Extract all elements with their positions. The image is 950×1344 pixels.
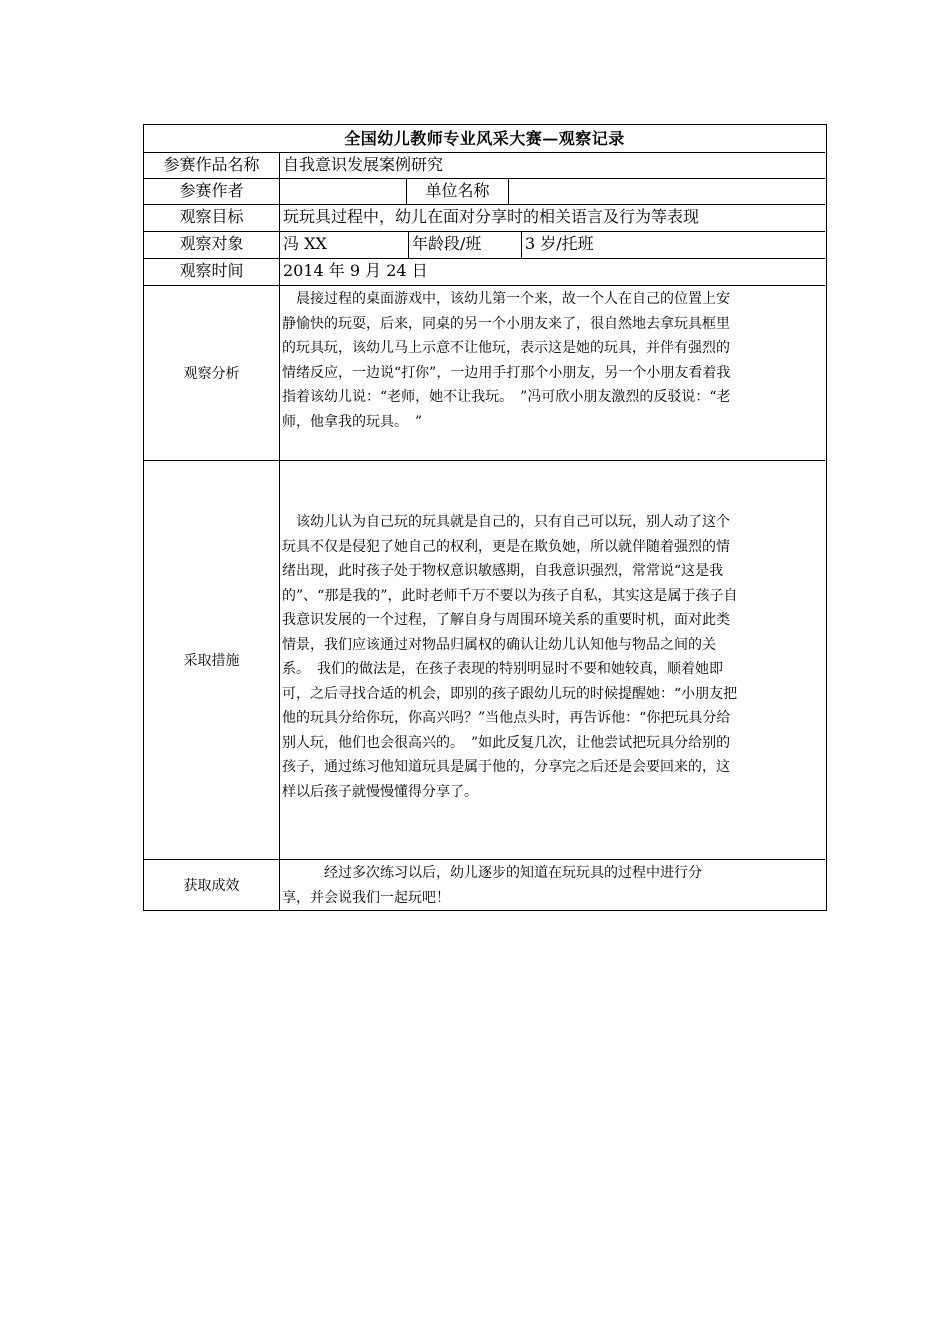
analysis-line: 情绪反应，一边说“打你”，一边用手打那个小朋友，另一个小朋友看着我	[282, 364, 731, 381]
author-label: 参赛作者	[179, 181, 244, 200]
measures-line: 别人玩，他们也会很高兴的。 ”如此反复几次，让他尝试把玩具分给别的	[282, 734, 731, 751]
measures-label: 采取措施	[183, 652, 240, 669]
time-label: 观察时间	[179, 261, 244, 280]
measures-line: 该幼儿认为自己玩的玩具就是自己的，只有自己可以玩，别人动了这个	[282, 514, 730, 530]
analysis-line: 静愉快的玩耍，后来，同桌的另一个小朋友来了，很自然地去拿玩具框里	[282, 315, 730, 332]
measures-line: 孩子，通过练习他知道玩具是属于他的，分享完之后还是会要回来的，这	[282, 759, 730, 775]
measures-line: 可，之后寻找合适的机会，即别的孩子跟幼儿玩的时候提醒她：“小朋友把	[282, 685, 738, 702]
analysis-label: 观察分析	[183, 365, 240, 382]
measures-line: 绪出现，此时孩子处于物权意识敏感期，自我意识强烈，常常说“这是我	[282, 563, 724, 579]
work-name-value: 自我意识发展案例研究	[283, 155, 444, 174]
results-text	[280, 861, 825, 910]
goal-label: 观察目标	[179, 207, 244, 226]
results-line: 经过多次练习以后，幼儿逐步的知道在玩玩具的过程中进行分	[282, 865, 702, 881]
unit-name-label: 单位名称	[425, 181, 490, 200]
measures-line: 我意识发展的一个过程，了解自身与周围环境关系的重要时机，面对此类	[282, 612, 730, 628]
analysis-line: 师，他拿我的玩具。 ”	[282, 413, 423, 430]
analysis-line: 指着该幼儿说：“老师，她不让我玩。 ”冯可欣小朋友激烈的反驳说：“老	[282, 389, 731, 405]
measures-line: 系。 我们的做法是，在孩子表现的特别明显时不要和她较真，顺着她即	[282, 661, 723, 677]
measures-text	[280, 510, 825, 810]
results-label: 获取成效	[183, 877, 240, 894]
measures-line: 他的玩具分给你玩，你高兴吗？”当他点头时，再告诉他：“你把玩具分给	[282, 710, 731, 726]
observation-record-table	[143, 124, 827, 911]
measures-line: 的”、“那是我的”，此时老师千万不要以为孩子自私，其实这是属于孩子自	[282, 587, 738, 604]
unit-name-value	[509, 178, 825, 204]
results-line: 享，并会说我们一起玩吧！	[282, 889, 450, 906]
goal-value: 玩玩具过程中，幼儿在面对分享时的相关语言及行为等表现	[283, 207, 700, 226]
author-value	[280, 178, 406, 204]
subject-label: 观察对象	[179, 234, 244, 253]
record-title: 全国幼儿教师专业风采大赛—观察记录	[344, 129, 625, 148]
analysis-line: 晨接过程的桌面游戏中，该幼儿第一个来，故一个人在自己的位置上安	[282, 291, 730, 307]
subject-value: 冯 XX	[283, 234, 327, 253]
time-value: 2014 年 9 月 24 日	[283, 261, 428, 280]
work-name-label: 参赛作品名称	[163, 155, 260, 174]
age-group-value: 3 岁/托班	[525, 234, 594, 253]
analysis-line: 的玩具玩，该幼儿马上示意不让他玩，表示这是她的玩具，并伴有强烈的	[282, 340, 730, 356]
measures-line: 样以后孩子就慢慢懂得分享了。	[282, 783, 478, 800]
age-group-label: 年龄段/班	[412, 234, 482, 253]
analysis-text	[280, 287, 825, 459]
measures-line: 情景，我们应该通过对物品归属权的确认让幼儿认知他与物品之间的关	[282, 636, 716, 653]
measures-line: 玩具不仅是侵犯了她自己的权利，更是在欺负她，所以就伴随着强烈的情	[282, 538, 730, 555]
